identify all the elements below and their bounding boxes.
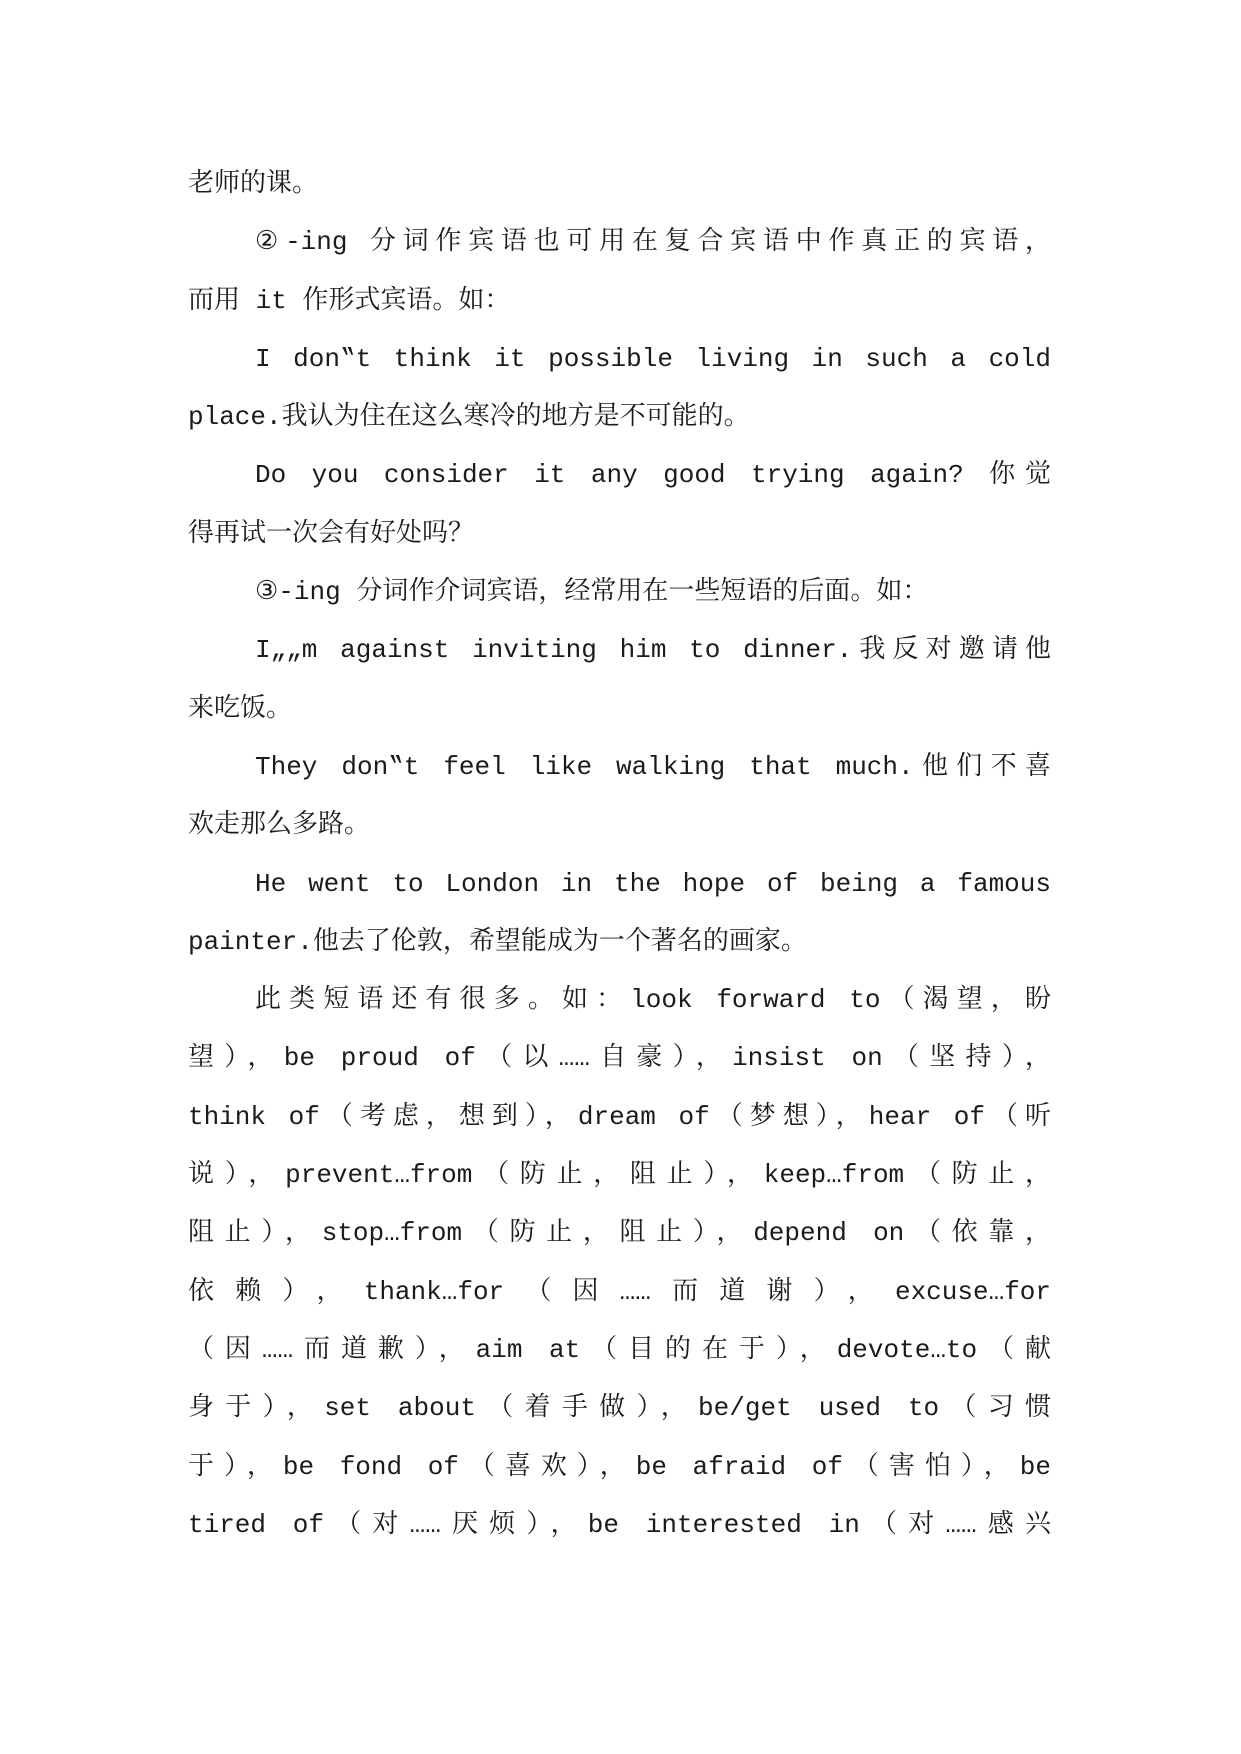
paragraph — [188, 330, 1051, 447]
text-line: 欢走那么多路。 — [188, 810, 371, 841]
text-line: 此类短语还有很多。如：look forward to（渴望，盼 — [255, 985, 1051, 1016]
text-line: 来吃饭。 — [188, 693, 293, 724]
text-line: He went to London in the hope of being a famous — [255, 868, 1051, 899]
text-line: They don‟t feel like walking that much.他们不喜 — [255, 751, 1051, 782]
paragraph — [188, 971, 1051, 1554]
text-line: 望），be proud of（以……自豪），insist on（坚持）， — [188, 1043, 1051, 1074]
text-line: Do you consider it any good trying again? 你觉 — [255, 460, 1051, 491]
body-text — [188, 155, 1051, 1554]
paragraph — [188, 213, 1051, 330]
paragraph — [188, 563, 1051, 621]
text-line: 老师的课。 — [188, 169, 319, 199]
text-line: 阻止），stop…from（防止，阻止），depend on（依靠， — [188, 1218, 1051, 1249]
text-line: tired of（对……厌烦），be interested in（对……感兴 — [188, 1509, 1051, 1540]
paragraph — [188, 155, 1051, 213]
text-line: 说），prevent…from（防止，阻止），keep…from（防止， — [188, 1160, 1051, 1191]
text-line: I don‟t think it possible living in such a cold — [255, 343, 1051, 374]
text-line: （因……而道歉），aim at（目的在于），devote…to（献 — [188, 1334, 1051, 1365]
text-line: ③-ing 分词作介词宾语，经常用在一些短语的后面。如： — [255, 577, 929, 608]
text-line: 身于），set about（着手做），be/get used to（习惯 — [188, 1393, 1051, 1424]
text-line: think of（考虑，想到），dream of（梦想），hear of（听 — [188, 1101, 1051, 1132]
text-line: ②-ing 分词作宾语也可用在复合宾语中作真正的宾语， — [255, 227, 1051, 258]
text-line: place.我认为住在这么寒冷的地方是不可能的。 — [188, 402, 750, 433]
text-line: 于），be fond of（喜欢），be afraid of（害怕），be — [188, 1451, 1051, 1482]
paragraph — [188, 446, 1051, 563]
paragraph — [188, 855, 1051, 972]
paragraph — [188, 621, 1051, 738]
text-line: 而用 it 作形式宾语。如： — [188, 285, 511, 316]
text-line: 依赖），thank…for（因……而道谢），excuse…for — [188, 1276, 1051, 1307]
paragraph — [188, 738, 1051, 855]
text-line: 得再试一次会有好处吗？ — [188, 518, 475, 549]
text-line: painter.他去了伦敦，希望能成为一个著名的画家。 — [188, 926, 807, 957]
text-line: I„„m against inviting him to dinner.我反对邀请他 — [255, 635, 1051, 666]
